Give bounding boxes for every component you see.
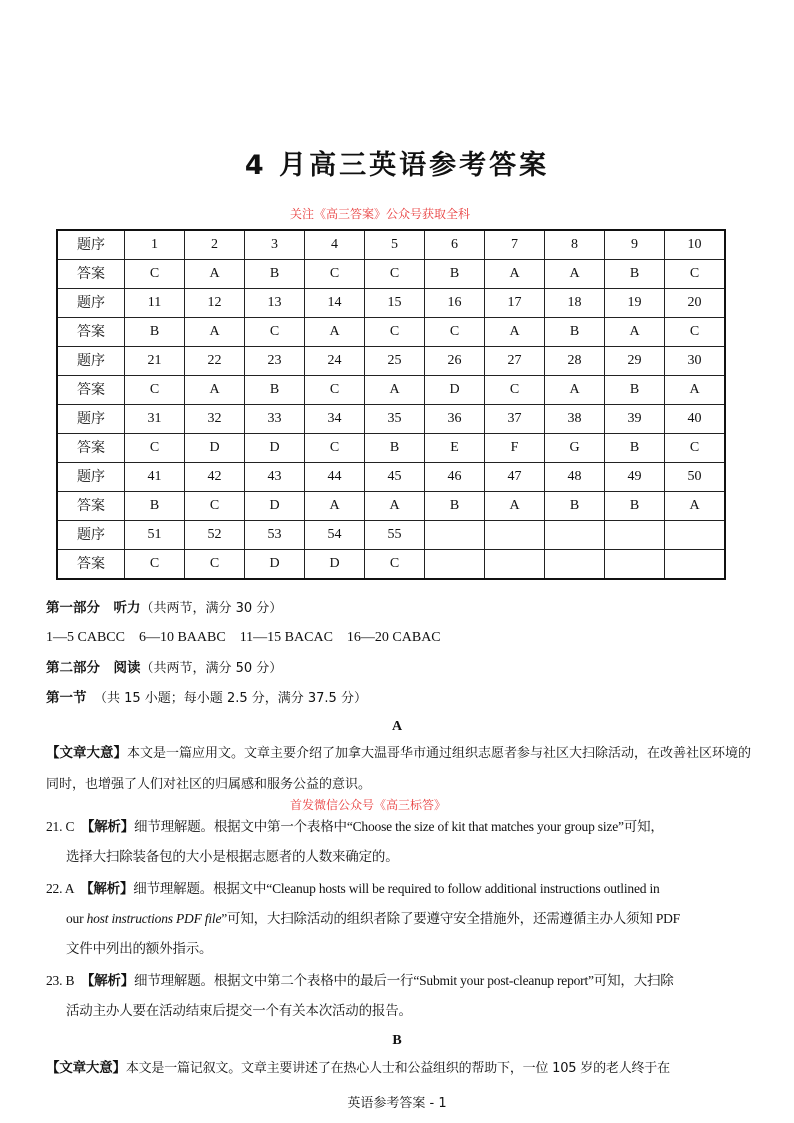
answer-cell: C: [365, 260, 425, 289]
passage-b-summary: [46, 1053, 752, 1084]
answer-item-21: [46, 812, 752, 872]
answer-cell: G: [545, 434, 605, 463]
row-label: 题序: [57, 230, 125, 260]
answer-cell: B: [425, 260, 485, 289]
analysis-tag: 【解析】: [87, 973, 135, 989]
question-number-cell: 16: [425, 289, 485, 318]
answer-row: [57, 318, 725, 347]
question-number-cell: 39: [605, 405, 665, 434]
question-number-cell: 2: [185, 230, 245, 260]
answer-cell: D: [245, 550, 305, 580]
question-number-cell: 11: [125, 289, 185, 318]
answer-cell: D: [245, 434, 305, 463]
row-label: 题序: [57, 521, 125, 550]
question-number-cell: 24: [305, 347, 365, 376]
question-number-cell: 42: [185, 463, 245, 492]
question-number-cell: 50: [665, 463, 726, 492]
question-number-cell: 46: [425, 463, 485, 492]
answer-cell: A: [545, 376, 605, 405]
row-label: 答案: [57, 434, 125, 463]
answer-cell: C: [365, 550, 425, 580]
question-number-cell: 48: [545, 463, 605, 492]
answer-cell: [485, 550, 545, 580]
answer-cell: B: [545, 492, 605, 521]
row-label: 答案: [57, 260, 125, 289]
watermark-mid: 首发微信公众号《高三标答》: [290, 798, 447, 812]
item-text-cont2: 文件中列出的额外指示。: [66, 941, 213, 956]
question-number-cell: 28: [545, 347, 605, 376]
answer-cell: [545, 550, 605, 580]
answer-cell: C: [125, 260, 185, 289]
summary-text: 本文是一篇应用文。文章主要介绍了加拿大温哥华市通过组织志愿者参与社区大扫除活动，在改善社区环境的同时，也增强了人们对社区的归属感和服务公益的意识。: [46, 746, 752, 792]
question-number-cell: 3: [245, 230, 305, 260]
question-number-row: [57, 521, 725, 550]
question-number-cell: 51: [125, 521, 185, 550]
answer-cell: C: [185, 492, 245, 521]
question-number-row: [57, 347, 725, 376]
answer-cell: C: [665, 260, 726, 289]
page-footer: 英语参考答案 - 1: [347, 1096, 447, 1111]
question-number-cell: [485, 521, 545, 550]
answer-cell: F: [485, 434, 545, 463]
answer-cell: B: [125, 318, 185, 347]
answer-cell: C: [125, 550, 185, 580]
question-number-cell: 30: [665, 347, 726, 376]
question-number-cell: 18: [545, 289, 605, 318]
answer-cell: [605, 550, 665, 580]
analysis-tag: 【解析】: [87, 819, 135, 835]
answer-cell: A: [305, 318, 365, 347]
question-number-cell: 43: [245, 463, 305, 492]
question-number-cell: 52: [185, 521, 245, 550]
question-number-cell: 44: [305, 463, 365, 492]
item-text-cont: 选择大扫除装备包的大小是根据志愿者的人数来确定的。: [66, 849, 399, 864]
question-number-row: [57, 230, 725, 260]
item-text: 细节理解题。根据文中“Cleanup hosts will be required to follow additional instructions outlined in: [133, 881, 660, 896]
summary-text: 本文是一篇记叙文。文章主要讲述了在热心人士和公益组织的帮助下，一位 105 岁的老人终于在: [125, 1061, 670, 1076]
answer-cell: A: [185, 260, 245, 289]
question-number-cell: 55: [365, 521, 425, 550]
answer-cell: A: [545, 260, 605, 289]
part1-title: 第一部分 听力: [46, 600, 141, 616]
answer-cell: B: [545, 318, 605, 347]
question-number-cell: [665, 521, 726, 550]
item-first-line: [46, 874, 752, 904]
answer-cell: C: [365, 318, 425, 347]
analysis-tag: 【解析】: [86, 881, 134, 897]
item-text: 细节理解题。根据文中第二个表格中的最后一行“Submit your post-cleanup report”可知，大扫除: [134, 973, 674, 988]
row-label: 题序: [57, 463, 125, 492]
answer-cell: [425, 550, 485, 580]
summary-tag: 【文章大意】: [46, 745, 127, 761]
answer-cell: B: [425, 492, 485, 521]
answer-cell: C: [125, 434, 185, 463]
question-number-cell: 13: [245, 289, 305, 318]
part2-note: （共两节，满分 50 分）: [140, 661, 283, 676]
answer-cell: B: [605, 434, 665, 463]
page-title: 4 月高三英语参考答案: [244, 150, 550, 181]
row-label: 题序: [57, 405, 125, 434]
question-number-cell: 17: [485, 289, 545, 318]
answer-cell: D: [185, 434, 245, 463]
question-number-cell: [545, 521, 605, 550]
question-number-cell: 15: [365, 289, 425, 318]
passage-a-summary: [46, 738, 752, 798]
answer-row: [57, 434, 725, 463]
part2-heading: [46, 658, 282, 679]
answer-cell: [665, 550, 726, 580]
item-text-cont: 活动主办人要在活动结束后提交一个有关本次活动的报告。: [66, 1003, 412, 1018]
question-number-row: [57, 463, 725, 492]
item-number: 22. A: [46, 881, 74, 896]
question-number-cell: 37: [485, 405, 545, 434]
question-number-cell: 21: [125, 347, 185, 376]
answer-cell: C: [305, 260, 365, 289]
section1-note: （共 15 小题；每小题 2.5 分，满分 37.5 分）: [100, 691, 367, 706]
answer-cell: E: [425, 434, 485, 463]
watermark-top: 关注《高三答案》公众号获取全科: [290, 207, 471, 221]
answer-cell: D: [245, 492, 305, 521]
part1-heading: [46, 598, 282, 619]
question-number-cell: 45: [365, 463, 425, 492]
row-label: 答案: [57, 376, 125, 405]
answer-cell: C: [185, 550, 245, 580]
question-number-cell: 35: [365, 405, 425, 434]
answer-item-22: [46, 874, 752, 964]
section1-heading: [46, 688, 367, 709]
question-number-cell: 9: [605, 230, 665, 260]
answer-cell: A: [365, 376, 425, 405]
question-number-cell: 36: [425, 405, 485, 434]
answer-cell: A: [485, 492, 545, 521]
answer-row: [57, 550, 725, 580]
answer-cell: B: [605, 376, 665, 405]
question-number-cell: [605, 521, 665, 550]
question-number-cell: 49: [605, 463, 665, 492]
answer-cell: D: [305, 550, 365, 580]
question-number-row: [57, 405, 725, 434]
answer-cell: C: [305, 434, 365, 463]
answer-table: [56, 229, 726, 580]
answer-cell: A: [365, 492, 425, 521]
question-number-cell: 27: [485, 347, 545, 376]
row-label: 答案: [57, 318, 125, 347]
answer-cell: C: [125, 376, 185, 405]
answer-cell: B: [365, 434, 425, 463]
question-number-cell: 31: [125, 405, 185, 434]
answer-cell: A: [485, 260, 545, 289]
answer-cell: A: [665, 376, 726, 405]
question-number-cell: 54: [305, 521, 365, 550]
answer-cell: C: [425, 318, 485, 347]
question-number-cell: 1: [125, 230, 185, 260]
passage-a-heading: A: [391, 719, 403, 734]
answer-cell: B: [245, 260, 305, 289]
answer-cell: B: [125, 492, 185, 521]
question-number-cell: 40: [665, 405, 726, 434]
item-first-line: [46, 812, 752, 842]
question-number-cell: 25: [365, 347, 425, 376]
answer-cell: A: [665, 492, 726, 521]
answer-cell: C: [305, 376, 365, 405]
question-number-cell: 10: [665, 230, 726, 260]
question-number-cell: 26: [425, 347, 485, 376]
question-number-cell: 20: [665, 289, 726, 318]
answer-cell: C: [665, 434, 726, 463]
part2-title: 第二部分 阅读: [46, 660, 141, 676]
question-number-cell: 6: [425, 230, 485, 260]
row-label: 题序: [57, 289, 125, 318]
question-number-cell: 38: [545, 405, 605, 434]
question-number-cell: 29: [605, 347, 665, 376]
question-number-cell: [425, 521, 485, 550]
question-number-cell: 34: [305, 405, 365, 434]
row-label: 答案: [57, 550, 125, 580]
question-number-cell: 53: [245, 521, 305, 550]
summary-line: [46, 1053, 752, 1084]
answer-cell: A: [305, 492, 365, 521]
summary-tag: 【文章大意】: [46, 1060, 126, 1076]
answer-row: [57, 492, 725, 521]
answer-cell: A: [185, 376, 245, 405]
item-text: 细节理解题。根据文中第一个表格中“Choose the size of kit that matches your group size”可知，: [134, 819, 664, 834]
answer-cell: C: [485, 376, 545, 405]
answer-row: [57, 260, 725, 289]
row-label: 答案: [57, 492, 125, 521]
answer-cell: A: [185, 318, 245, 347]
question-number-cell: 8: [545, 230, 605, 260]
question-number-cell: 33: [245, 405, 305, 434]
question-number-cell: 41: [125, 463, 185, 492]
section1-title: 第一节: [46, 690, 87, 706]
item-number: 21. C: [46, 819, 75, 834]
answer-cell: C: [665, 318, 726, 347]
item-text-post: ”可知，大扫除活动的组织者除了要遵守安全措施外，还需遵循主办人须知 PDF: [221, 911, 680, 926]
item-first-line: [46, 966, 752, 996]
part1-note: （共两节，满分 30 分）: [140, 601, 283, 616]
answer-cell: A: [605, 318, 665, 347]
passage-b-heading: B: [392, 1033, 402, 1048]
question-number-cell: 7: [485, 230, 545, 260]
question-number-cell: 19: [605, 289, 665, 318]
answer-cell: D: [425, 376, 485, 405]
answer-row: [57, 376, 725, 405]
item-text-cont: [46, 904, 752, 934]
question-number-cell: 14: [305, 289, 365, 318]
question-number-cell: 12: [185, 289, 245, 318]
part1-answers: 1—5 CABCC 6—10 BAABC 11—15 BACAC 16—20 CABAC: [46, 630, 441, 645]
answer-cell: B: [245, 376, 305, 405]
question-number-row: [57, 289, 725, 318]
question-number-cell: 23: [245, 347, 305, 376]
question-number-cell: 22: [185, 347, 245, 376]
answer-cell: B: [605, 260, 665, 289]
item-text-pre: our: [66, 911, 87, 926]
item-number: 23. B: [46, 973, 75, 988]
answer-item-23: [46, 966, 752, 1026]
item-text-emphasis: host instructions PDF file: [86, 911, 222, 926]
summary-block: [46, 738, 752, 798]
answer-cell: A: [485, 318, 545, 347]
row-label: 题序: [57, 347, 125, 376]
answer-cell: B: [605, 492, 665, 521]
question-number-cell: 32: [185, 405, 245, 434]
question-number-cell: 4: [305, 230, 365, 260]
question-number-cell: 47: [485, 463, 545, 492]
question-number-cell: 5: [365, 230, 425, 260]
answer-cell: C: [245, 318, 305, 347]
